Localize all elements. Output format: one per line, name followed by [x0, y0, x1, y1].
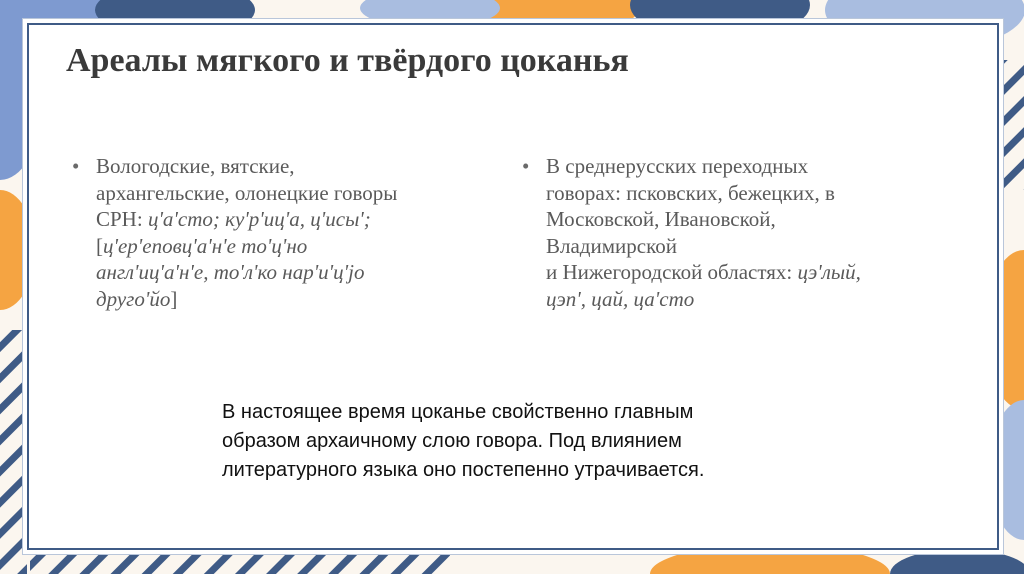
example-words-1: ц'а'сто; ку'р'иц'а, ц'исы'; — [147, 207, 371, 231]
left-line-3 — [96, 206, 492, 233]
note-line-2: образом архаичному слою говора. Под влиянием — [222, 430, 682, 452]
right-bullet-list — [522, 153, 962, 312]
close-bracket: ] — [170, 286, 178, 311]
example-words-3: друго'йо — [96, 286, 171, 311]
stripes-left — [0, 330, 27, 574]
left-line-4 — [96, 233, 492, 260]
stripes-bottom — [30, 550, 450, 574]
left-line-5: англ'иц'а'н'е, то'л'ко нар'и'ц'jо — [96, 260, 365, 284]
open-bracket: [ — [96, 233, 103, 258]
left-line-2: архангельские, олонецкие говоры — [96, 180, 398, 205]
slide-title: Ареалы мягкого и твёрдого цоканья — [66, 42, 629, 79]
regions-text: и Нижегородской областях: — [546, 260, 798, 284]
stripes-top-right — [1000, 60, 1024, 190]
right-line-1: В среднерусских переходных — [546, 154, 809, 178]
note-line-3: литературного языка оно постепенно утрачивается. — [222, 459, 705, 481]
example-words-4: цэ'лый, — [797, 260, 861, 284]
left-line-1: Вологодские, вятские, — [96, 154, 295, 178]
left-bullet-list — [72, 153, 492, 312]
bullet-northern-dialects — [72, 153, 492, 312]
right-line-5 — [546, 259, 962, 286]
shape-navy-bottom-right — [890, 549, 1024, 574]
bullet-marker: • — [72, 154, 80, 178]
summary-note — [222, 398, 862, 485]
right-line-3: Московской, Ивановской, — [546, 207, 776, 231]
bullet-transitional-dialects — [522, 153, 962, 312]
left-line-6 — [96, 286, 492, 313]
right-line-2: говорах: псковских, бежецких, в — [546, 180, 835, 205]
srn-label: СРН: — [96, 207, 148, 231]
right-line-6: цэп', цай, ца'сто — [546, 286, 695, 311]
bullet-marker: • — [522, 154, 530, 178]
example-words-2: ц'ер'еповц'а'н'е то'ц'но — [103, 233, 308, 258]
note-line-1: В настоящее время цоканье свойственно главным — [222, 401, 694, 423]
right-line-4: Владимирской — [546, 233, 677, 258]
